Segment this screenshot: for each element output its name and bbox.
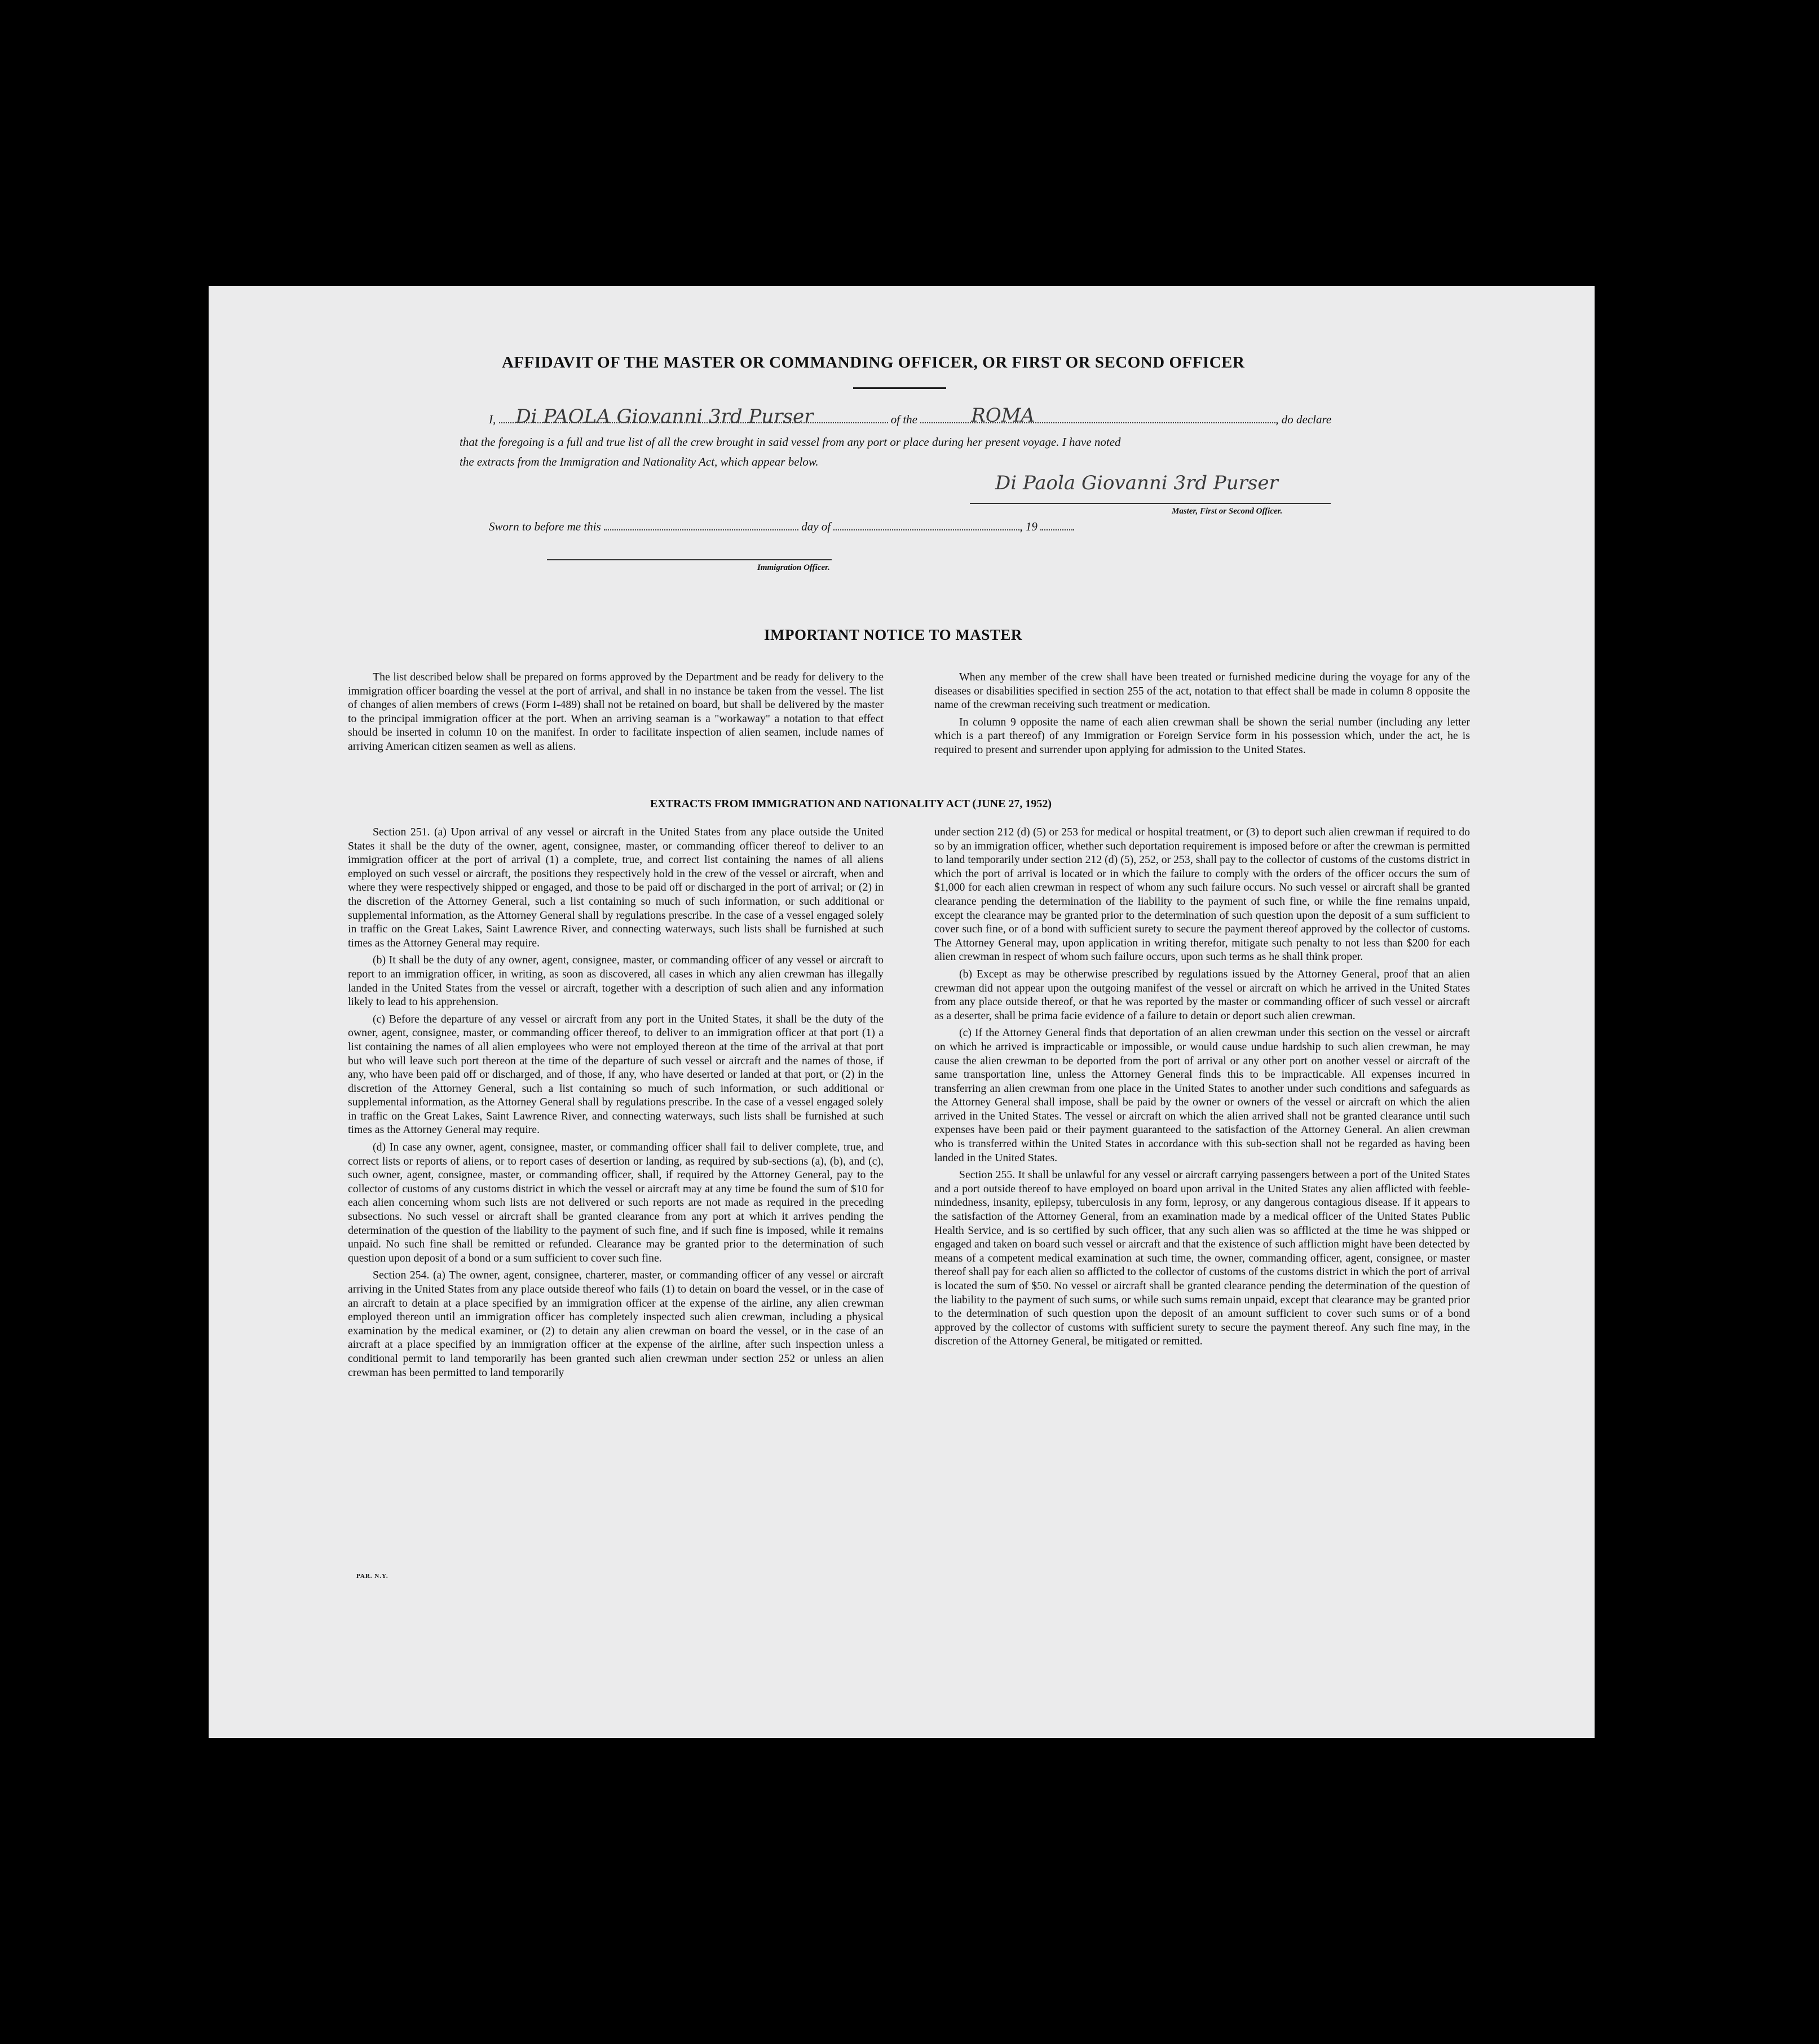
declaration-line-2: that the foregoing is a full and true list of all the crew brought in said vessel from any port or place during her present voyage. I have noted	[460, 435, 1121, 449]
extract-paragraph: Section 254. (a) The owner, agent, consignee, charterer, master, or commanding officer of any vessel or aircraft arriving in the United States from any place outside thereof who fails (1) to detain on board the vessel, or in the case of an aircraft to detain at a place specified by an immigration officer at the expense of the airline, any alien crewman employed thereon until an immigration officer has completely inspected such alien crewman, including a physical examination by the medical examiner, or (2) to detain any alien crewman on board the vessel, or in the case of an aircraft at a place specified by an immigration officer at the expense of the airline, after such inspection unless a conditional permit to land temporarily has been granted such alien crewman under section 252 or unless an alien crewman has been permitted to land temporarily	[348, 1269, 884, 1379]
notice-title: IMPORTANT NOTICE TO MASTER	[764, 626, 1022, 643]
extract-paragraph: Section 255. It shall be unlawful for any vessel or aircraft carrying passengers between a port of the United States and a port outside thereof to have employed on board upon arrival in the United States any alien afflicted with feeble-mindedness, insanity, epilepsy, tuberculosis in any form, leprosy, or any dangerous contagious disease. If it appears to the satisfaction of the Attorney General, from an examination made by a medical officer of the United States Public Health Service, and is so certified by such officer, that any such alien was so afflicted at the time he was shipped or engaged and taken on board such vessel or aircraft and that the existence of such affliction might have been detected by means of a competent medical examination at such time, the owner, commanding officer, agent, consignee, or master thereof shall pay for each alien so afflicted to the collector of customs of the customs district in which the port of arrival is located the sum of $50. No vessel or aircraft shall be granted clearance pending the determination of the question of the liability to the payment of such sums, or while such sums remain unpaid, except that clearance may be granted prior to the determination of such question upon the deposit of an amount sufficient to cover such sums or of a bond approved by the collector of customs with sufficient surety to secure the payment thereof. Any such fine may, in the discretion of the Attorney General, be mitigated or remitted.	[934, 1169, 1470, 1348]
document-page	[209, 286, 1595, 1738]
notice-right-column	[934, 670, 1470, 757]
signature-caption: Master, First or Second Officer.	[1172, 507, 1283, 516]
officer-signature-line	[547, 559, 832, 560]
extracts-left-column	[348, 825, 884, 1379]
notice-right-paragraph: When any member of the crew shall have been treated or furnished medicine during the voyage for any of the diseases or disabilities specified in section 255 of the act, notation to that effect shall be made in column 8 opposite the name of the crewman receiving such treatment or medication.	[934, 671, 1470, 711]
printer-mark: PAR. N.Y.	[356, 1573, 388, 1580]
notice-left-column	[348, 670, 884, 754]
extracts-title: EXTRACTS FROM IMMIGRATION AND NATIONALITY ACT (JUNE 27, 1952)	[650, 798, 1052, 810]
handwritten-name: Di PAOLA Giovanni 3rd Purser	[515, 405, 814, 428]
master-signature: Di Paola Giovanni 3rd Purser	[995, 472, 1278, 494]
handwritten-vessel: ROMA	[971, 404, 1035, 427]
sworn-date-line	[604, 529, 798, 530]
extract-paragraph: Section 251. (a) Upon arrival of any vessel or aircraft in the United States from any place outside the United States it shall be the duty of the owner, agent, consignee, master, or commanding officer thereof to deliver to an immigration officer at the port of arrival (1) a complete, true, and correct list containing the names of all aliens employed on such vessel or aircraft, the positions they respectively hold in the crew of the vessel or aircraft, when and where they were respectively shipped or engaged, and those to be paid off or discharged in the port of arrival; or (2) in the discretion of the Attorney General, such a list containing so much of such information, or such additional or supplemental information, as the Attorney General shall by regulations prescribe. In the case of a vessel engaged solely in traffic on the Great Lakes, Saint Lawrence River, and connecting waterways, such lists shall be furnished at such times as the Attorney General may require.	[348, 826, 884, 949]
extract-paragraph: (b) It shall be the duty of any owner, agent, consignee, master, or commanding officer of any vessel or aircraft to report to an immigration officer, in writing, as soon as discovered, all cases in which any alien crewman has illegally landed in the United States from the vessel or aircraft, together with a description of such alien and any information likely to lead to his apprehension.	[348, 954, 884, 1008]
extract-paragraph: (b) Except as may be otherwise prescribed by regulations issued by the Attorney General, proof that an alien crewman did not appear upon the outgoing manifest of the vessel or aircraft on which he arrived in the United States from any place outside thereof, or that he was reported by the master or commanding officer of such vessel or aircraft as a deserter, shall be prima facie evidence of a failure to detain or deport such alien crewman.	[934, 967, 1470, 1022]
extract-paragraph: (c) If the Attorney General finds that deportation of an alien crewman under this section on the vessel or aircraft on which he arrived is impracticable or impossible, or would cause undue hardship to such alien crewman, he may cause the alien crewman to be deported from the port of arrival or any other port on another vessel or aircraft of the same transportation line, unless the Attorney General finds this to be impracticable. All expenses incurred in transferring an alien crewman from one place in the United States to another under such conditions and safeguards as the Attorney General shall impose, shall be paid by the owner or owners of the vessel or aircraft on which the alien arrived in the United States. The vessel or aircraft on which the alien arrived shall not be granted clearance until such expenses have been paid or their payment guaranteed to the satisfaction of the Attorney General. An alien crewman who is transferred within the United States in accordance with this sub-section shall not be regarded as having been landed in the United States.	[934, 1027, 1470, 1164]
declaration-line-1: I, Di PAOLA Giovanni 3rd Purser of the ROMA , do declare	[489, 404, 1332, 428]
declaration-line-3: the extracts from the Immigration and Nationality Act, which appear below.	[460, 455, 819, 468]
notice-right-paragraph: In column 9 opposite the name of each alien crewman shall be shown the serial number (including any letter which is a part thereof) of any Immigration or Foreign Service form in his possession which, under the act, he is required to present and surrender upon applying for admission to the United States.	[934, 715, 1470, 756]
signature-line	[970, 503, 1331, 504]
sworn-line: Sworn to before me this day of , 19	[489, 520, 1074, 534]
notice-left-paragraph: The list described below shall be prepared on forms approved by the Department and be ready for delivery to the immigration officer boarding the vessel at the port of arrival, and shall in no instance be taken from the vessel. The list of changes of alien members of crews (Form I-489) shall not be retained on board, but shall be delivered by the master to the principal immigration officer at the port. When an arriving seaman is a "workaway" a notation to that effect should be inserted in column 10 on the manifest. In order to facilitate inspection of alien seamen, include names of arriving American citizen seamen as well as aliens.	[348, 671, 884, 753]
vessel-fill-line	[920, 404, 1275, 427]
extracts-right-column	[934, 825, 1470, 1348]
extract-paragraph: (c) Before the departure of any vessel or aircraft from any port in the United States, it shall be the duty of the owner, agent, consignee, master, or commanding officer thereof, to deliver to an immigration officer at that port (1) a list containing the names of all alien employees who were not employed thereon at the time of the arrival at that port but who will leave such port thereon at the time of the departure of such vessel or aircraft and the names of those, if any, who have been paid off or discharged, and of those, if any, who have deserted or landed at that port, or (2) in the discretion of the Attorney General, such a list containing so much of such information, or such additional or supplemental information, as the Attorney General shall by regulations prescribe. In the case of a vessel engaged solely in traffic on the Great Lakes, Saint Lawrence River, and connecting waterways, such lists shall be furnished at such times as the Attorney General may require.	[348, 1012, 884, 1136]
extract-paragraph: under section 212 (d) (5) or 253 for medical or hospital treatment, or (3) to deport such alien crewman if required to do so by an immigration officer, whether such deportation requirement is imposed before or after the crewman is permitted to land temporarily under section 212 (d) (5), 252, or 253, shall pay to the collector of customs of the customs district in which the port of arrival is located or in which the failure to comply with the orders of the officer occurs the sum of $1,000 for each alien crewman in respect of whom any such failure occurs. No such vessel or aircraft shall be granted clearance pending the determination of the liability to the payment of such fine, or while the fine remains unpaid, except the clearance may be granted prior to the determination of such question upon the deposit of a sum sufficient to cover such fine, or of a bond with sufficient surety to secure the payment thereof approved by the collector of customs. The Attorney General may, upon application in writing therefor, mitigate such penalty to not less than $200 for each alien crewman in respect of whom such failure occurs, upon such terms as he shall think proper.	[934, 826, 1470, 963]
extract-paragraph: (d) In case any owner, agent, consignee, master, or commanding officer shall fail to deliver complete, true, and correct lists or reports of aliens, or to report cases of desertion or landing, as required by sub-sections (a), (b), and (c), such owner, agent, consignee, master, or commanding officer, shall, if required by the Attorney General, pay to the collector of customs of any customs district in which the vessel or aircraft may at any time be found the sum of $10 for each alien concerning whom such lists are not delivered or such reports are not made as required in the preceding subsections. No such vessel or aircraft shall be granted clearance from any port at which it arrives pending the determination of the question of the liability to the payment of such fine, and if such fine is imposed, while it remains unpaid. No such fine shall be remitted or refunded. Clearance may be granted prior to the determination of such question upon deposit of a bond or a sum sufficient to cover such fine.	[348, 1141, 884, 1264]
affidavit-title: AFFIDAVIT OF THE MASTER OR COMMANDING OFFICER, OR FIRST OR SECOND OFFICER	[502, 353, 1245, 371]
title-underline	[853, 387, 946, 389]
sworn-year-line	[1040, 529, 1074, 530]
sworn-month-line	[833, 529, 1019, 530]
name-fill-line	[499, 405, 888, 428]
officer-caption: Immigration Officer.	[757, 563, 830, 572]
